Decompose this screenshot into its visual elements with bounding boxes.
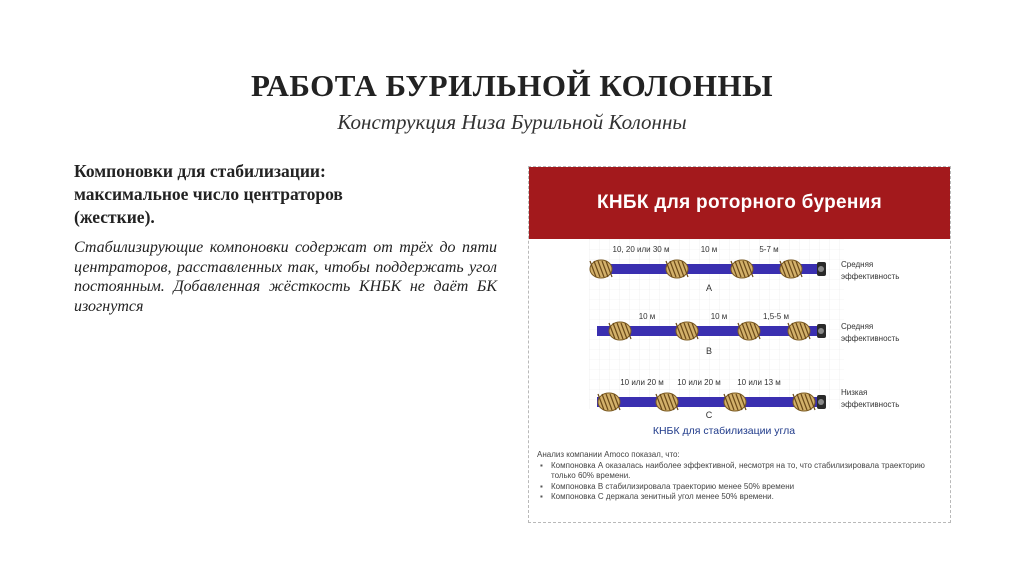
drill-bit-cone [818,328,824,334]
distance-label: 10 м [638,312,656,321]
stabilizer [731,260,753,278]
heading-line-2: максимальное число центраторов [74,184,343,204]
assembly-letter: C [705,410,713,420]
stabilizer [598,393,620,411]
heading-line-3: (жесткие). [74,207,155,227]
distance-label: 10 м [700,245,718,254]
effectiveness-label: эффективность [841,334,900,343]
stabilizer [656,393,678,411]
drill-bit-cone [818,266,824,272]
heading-line-1: Компоновки для стабилизации: [74,161,326,181]
distance-label: 1,5-5 м [763,312,789,321]
effectiveness-label: Средняя [841,260,874,269]
stabilizer [590,260,612,278]
drill-pipe [597,397,817,407]
note-item: ▪ Компоновка А оказалась наиболее эффективной, несмотря на то, что стабилизировала траекторию только 60% времени. [551,461,947,482]
note-item: ▪ Компоновка В стабилизировала траекторию менее 50% времени [551,482,947,493]
section-heading [74,160,434,229]
figure-notes [537,450,947,503]
notes-intro: Анализ компании Amoco показал, что: [537,450,680,459]
slide-title: РАБОТА БУРИЛЬНОЙ КОЛОННЫ [250,68,774,103]
bha-figure [528,166,951,523]
effectiveness-label: эффективность [841,272,900,281]
stabilizer [793,393,815,411]
body-paragraph: Стабилизирующие компоновки содержат от трёх до пяти центраторов, расставленных так, чтобы поддержать угол постоянным. Добавленная жёсткость КНБК не даёт БК изогнутся [74,239,497,315]
distance-label: 5-7 м [759,245,779,254]
figure-caption: КНБК для стабилизации угла [652,425,796,437]
drill-bit-cone [818,399,824,405]
distance-label: 10, 20 или 30 м [612,245,670,254]
assembly-letter: A [705,283,713,293]
stabilizer [780,260,802,278]
stabilizer [609,322,631,340]
figure-banner [529,167,950,239]
bha-diagram [529,239,950,449]
assembly-letter: B [705,346,713,356]
figure-banner-title: КНБК для роторного бурения [597,192,882,213]
effectiveness-label: Средняя [841,322,874,331]
stabilizer [738,322,760,340]
assembly-c [597,378,899,420]
stabilizer [676,322,698,340]
distance-label: 10 или 20 м [677,378,721,387]
slide-subtitle: Конструкция Низа Бурильной Колонны [337,110,687,134]
stabilizer [666,260,688,278]
distance-label: 10 или 20 м [620,378,664,387]
note-item: ▪ Компоновка С держала зенитный угол менее 50% времени. [551,492,947,503]
stabilizer [788,322,810,340]
stabilizer [724,393,746,411]
effectiveness-label: эффективность [841,400,900,409]
distance-label: 10 м [710,312,728,321]
distance-label: 10 или 13 м [737,378,781,387]
notes-list [537,461,947,503]
effectiveness-label: Низкая [841,388,868,397]
